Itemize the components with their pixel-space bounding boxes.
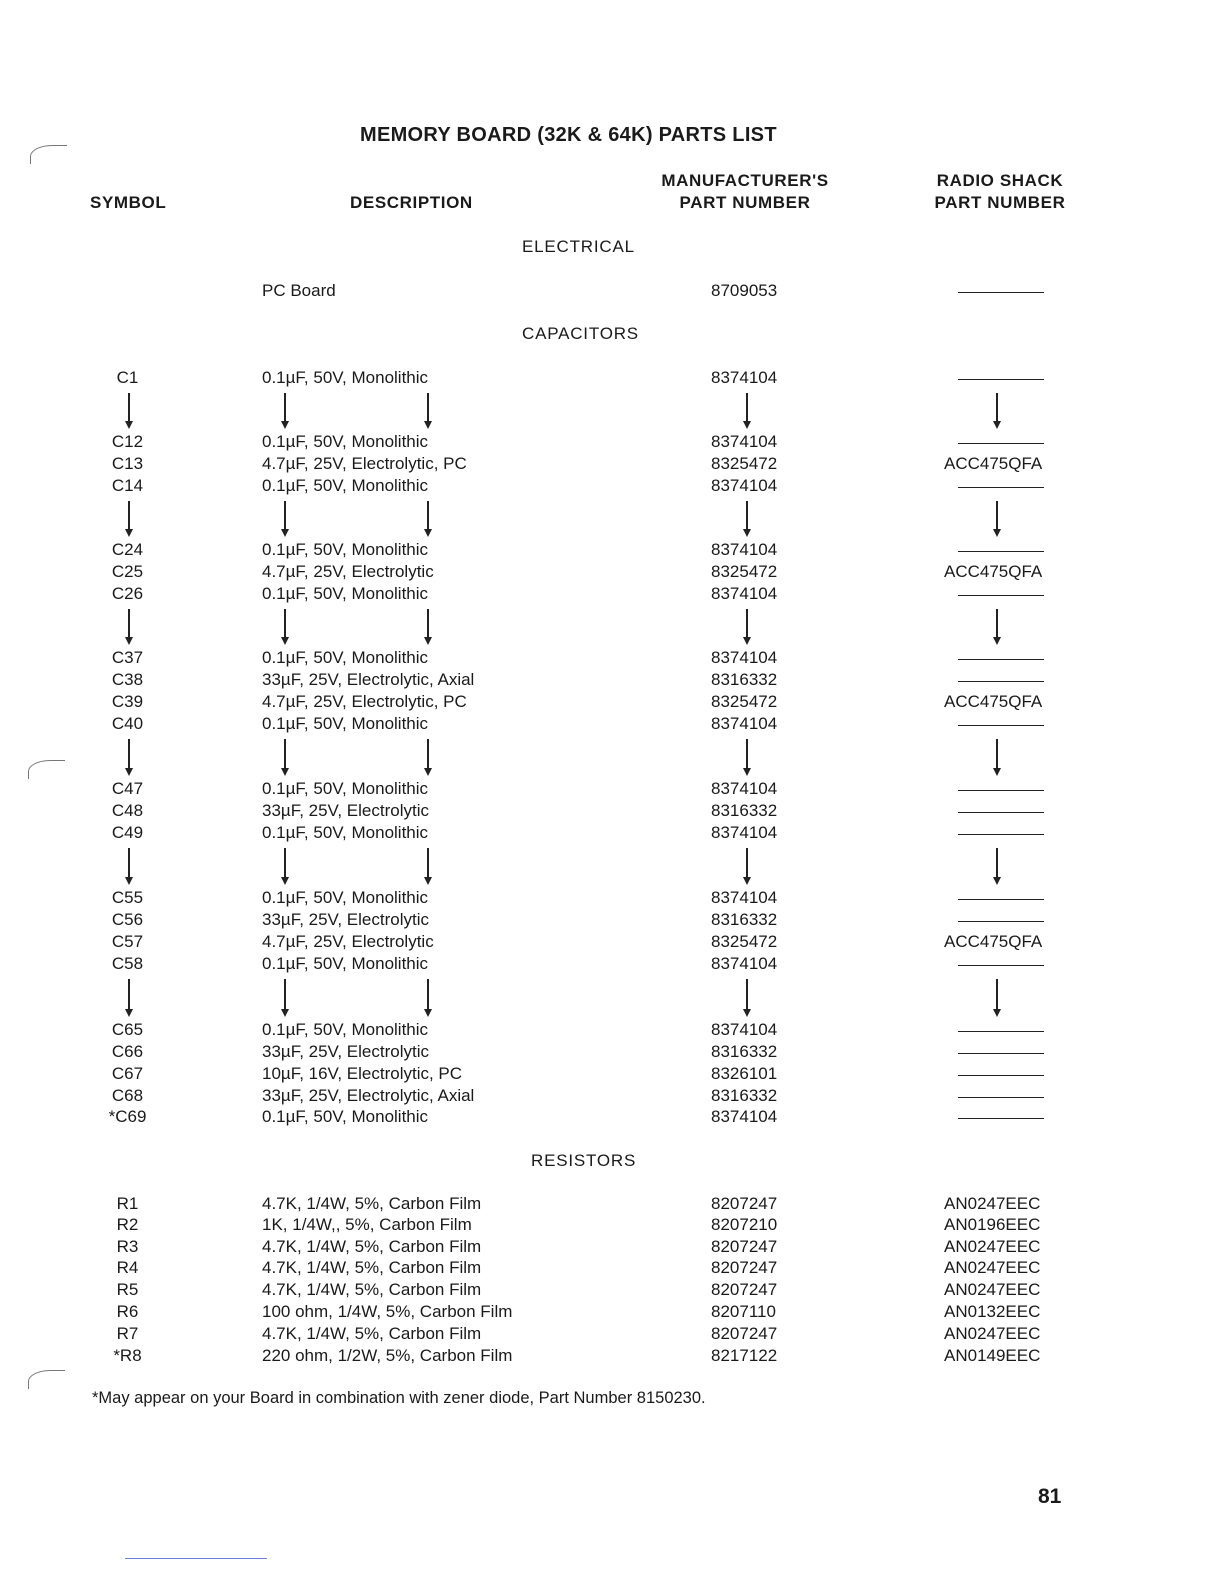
symbol-cell: C67 bbox=[111, 1064, 144, 1083]
symbol-cell: C66 bbox=[111, 1042, 144, 1061]
symbol-cell: R2 bbox=[116, 1215, 139, 1234]
symbol-cell: R7 bbox=[116, 1324, 139, 1343]
symbol-cell: C13 bbox=[111, 454, 144, 473]
mfr-part-number-cell: 8374104 bbox=[711, 432, 778, 451]
mfr-part-number-cell: 8316332 bbox=[711, 670, 778, 689]
radio-shack-part-number-cell: AN0247EEC bbox=[944, 1280, 1041, 1299]
radio-shack-part-number-cell: AN0196EEC bbox=[944, 1215, 1041, 1234]
mfr-part-number-cell: 8217122 bbox=[711, 1346, 778, 1365]
description-cell: 0.1µF, 50V, Monolithic bbox=[262, 954, 429, 973]
description-cell: 4.7µF, 25V, Electrolytic, PC bbox=[262, 692, 467, 711]
radio-shack-part-number-cell: AN0247EEC bbox=[944, 1324, 1041, 1343]
radio-shack-part-number-cell: AN0247EEC bbox=[944, 1237, 1041, 1256]
header-symbol: SYMBOL bbox=[90, 193, 167, 212]
mfr-part-number-cell: 8207247 bbox=[711, 1237, 778, 1256]
mfr-part-number-cell: 8374104 bbox=[711, 648, 778, 667]
mfr-part-number-cell: 8207247 bbox=[711, 1280, 778, 1299]
no-part-dash bbox=[958, 1118, 1044, 1119]
radio-shack-part-number-cell: ACC475QFA bbox=[944, 932, 1043, 951]
symbol-cell: C58 bbox=[111, 954, 144, 973]
description-cell: 0.1µF, 50V, Monolithic bbox=[262, 540, 429, 559]
no-part-dash bbox=[958, 1053, 1044, 1054]
radio-shack-part-number-cell: ACC475QFA bbox=[944, 562, 1043, 581]
symbol-cell: C12 bbox=[111, 432, 144, 451]
symbol-cell: C56 bbox=[111, 910, 144, 929]
down-arrow-icon bbox=[740, 393, 754, 429]
radio-shack-part-number-cell: AN0149EEC bbox=[944, 1346, 1041, 1365]
symbol-cell: R3 bbox=[116, 1237, 139, 1256]
down-arrow-icon bbox=[122, 501, 136, 537]
scan-underline bbox=[125, 1558, 267, 1559]
down-arrow-icon bbox=[421, 979, 435, 1017]
description-cell: 4.7K, 1/4W, 5%, Carbon Film bbox=[262, 1280, 482, 1299]
no-part-dash bbox=[958, 1031, 1044, 1032]
symbol-cell: *C69 bbox=[108, 1107, 147, 1126]
description-cell: 0.1µF, 50V, Monolithic bbox=[262, 714, 429, 733]
symbol-cell: C26 bbox=[111, 584, 144, 603]
mfr-part-number-cell: 8374104 bbox=[711, 1020, 778, 1039]
description-cell: 33µF, 25V, Electrolytic, Axial bbox=[262, 670, 475, 689]
radio-shack-part-number-cell: ACC475QFA bbox=[944, 454, 1043, 473]
no-part-dash bbox=[958, 965, 1044, 966]
mfr-part-number-cell: 8316332 bbox=[711, 1086, 778, 1105]
no-part-dash bbox=[958, 659, 1044, 660]
mfr-part-number-cell: 8207247 bbox=[711, 1324, 778, 1343]
down-arrow-icon bbox=[990, 848, 1004, 885]
description-cell: 4.7µF, 25V, Electrolytic bbox=[262, 932, 434, 951]
symbol-cell: C25 bbox=[111, 562, 144, 581]
down-arrow-icon bbox=[122, 739, 136, 776]
down-arrow-icon bbox=[278, 501, 292, 537]
description-cell: 4.7K, 1/4W, 5%, Carbon Film bbox=[262, 1324, 482, 1343]
down-arrow-icon bbox=[421, 848, 435, 885]
description-cell: 0.1µF, 50V, Monolithic bbox=[262, 823, 429, 842]
section-capacitors: CAPACITORS bbox=[522, 324, 639, 343]
mfr-part-number-cell: 8374104 bbox=[711, 888, 778, 907]
description-cell: 100 ohm, 1/4W, 5%, Carbon Film bbox=[262, 1302, 513, 1321]
mfr-part-number-cell: 8374104 bbox=[711, 368, 778, 387]
down-arrow-icon bbox=[421, 393, 435, 429]
down-arrow-icon bbox=[990, 979, 1004, 1017]
description-cell: 4.7µF, 25V, Electrolytic, PC bbox=[262, 454, 467, 473]
symbol-cell: C14 bbox=[111, 476, 144, 495]
down-arrow-icon bbox=[740, 501, 754, 537]
symbol-cell: C47 bbox=[111, 779, 144, 798]
mfr-part-number-cell: 8207110 bbox=[711, 1302, 776, 1321]
description-cell: 33µF, 25V, Electrolytic bbox=[262, 1042, 429, 1061]
down-arrow-icon bbox=[278, 393, 292, 429]
description-cell: 4.7K, 1/4W, 5%, Carbon Film bbox=[262, 1258, 482, 1277]
symbol-cell: C65 bbox=[111, 1020, 144, 1039]
scan-mark-1 bbox=[30, 145, 67, 164]
header-mfr-line2: PART NUMBER bbox=[679, 193, 811, 212]
radio-shack-part-number-cell: AN0247EEC bbox=[944, 1258, 1041, 1277]
down-arrow-icon bbox=[278, 739, 292, 776]
header-radio-shack-part-number bbox=[900, 170, 1100, 214]
symbol-cell: C55 bbox=[111, 888, 144, 907]
description-cell: 4.7K, 1/4W, 5%, Carbon Film bbox=[262, 1237, 482, 1256]
symbol-cell: C48 bbox=[111, 801, 144, 820]
symbol-cell: C1 bbox=[116, 368, 139, 387]
no-part-dash bbox=[958, 725, 1044, 726]
mfr-part-number-cell: 8316332 bbox=[711, 910, 778, 929]
scan-mark-3 bbox=[28, 1370, 65, 1389]
footnote: *May appear on your Board in combination with zener diode, Part Number 8150230. bbox=[92, 1389, 706, 1407]
down-arrow-icon bbox=[278, 848, 292, 885]
down-arrow-icon bbox=[740, 979, 754, 1017]
mfr-part-number-cell: 8326101 bbox=[711, 1064, 778, 1083]
symbol-cell: R4 bbox=[116, 1258, 139, 1277]
description-cell: PC Board bbox=[262, 281, 336, 300]
scan-mark-2 bbox=[28, 760, 65, 779]
description-cell: 33µF, 25V, Electrolytic bbox=[262, 801, 429, 820]
mfr-part-number-cell: 8325472 bbox=[711, 932, 778, 951]
description-cell: 0.1µF, 50V, Monolithic bbox=[262, 1107, 429, 1126]
description-cell: 33µF, 25V, Electrolytic bbox=[262, 910, 429, 929]
down-arrow-icon bbox=[740, 609, 754, 645]
mfr-part-number-cell: 8374104 bbox=[711, 954, 778, 973]
down-arrow-icon bbox=[990, 501, 1004, 537]
description-cell: 0.1µF, 50V, Monolithic bbox=[262, 1020, 429, 1039]
down-arrow-icon bbox=[990, 609, 1004, 645]
page-title: MEMORY BOARD (32K & 64K) PARTS LIST bbox=[360, 124, 777, 146]
description-cell: 1K, 1/4W,, 5%, Carbon Film bbox=[262, 1215, 472, 1234]
description-cell: 0.1µF, 50V, Monolithic bbox=[262, 584, 429, 603]
mfr-part-number-cell: 8207210 bbox=[711, 1215, 778, 1234]
symbol-cell: C68 bbox=[111, 1086, 144, 1105]
mfr-part-number-cell: 8316332 bbox=[711, 1042, 778, 1061]
mfr-part-number-cell: 8325472 bbox=[711, 562, 778, 581]
mfr-part-number-cell: 8374104 bbox=[711, 1107, 778, 1126]
header-rs-line1: RADIO SHACK bbox=[936, 171, 1064, 190]
down-arrow-icon bbox=[278, 979, 292, 1017]
down-arrow-icon bbox=[421, 739, 435, 776]
radio-shack-part-number-cell: AN0132EEC bbox=[944, 1302, 1041, 1321]
mfr-part-number-cell: 8374104 bbox=[711, 714, 778, 733]
description-cell: 0.1µF, 50V, Monolithic bbox=[262, 368, 429, 387]
no-part-dash bbox=[958, 487, 1044, 488]
symbol-cell: C38 bbox=[111, 670, 144, 689]
no-part-dash bbox=[958, 379, 1044, 380]
header-rs-line2: PART NUMBER bbox=[934, 193, 1066, 212]
radio-shack-part-number-cell: ACC475QFA bbox=[944, 692, 1043, 711]
symbol-cell: C57 bbox=[111, 932, 144, 951]
no-part-dash bbox=[958, 681, 1044, 682]
no-part-dash bbox=[958, 1097, 1044, 1098]
mfr-part-number-cell: 8207247 bbox=[711, 1258, 778, 1277]
no-part-dash bbox=[958, 443, 1044, 444]
down-arrow-icon bbox=[421, 609, 435, 645]
header-mfr-part-number bbox=[630, 170, 860, 214]
mfr-part-number-cell: 8374104 bbox=[711, 476, 778, 495]
symbol-cell: R6 bbox=[116, 1302, 139, 1321]
mfr-part-number-cell: 8325472 bbox=[711, 454, 778, 473]
mfr-part-number-cell: 8207247 bbox=[711, 1194, 778, 1213]
symbol-cell: C39 bbox=[111, 692, 144, 711]
mfr-part-number-cell: 8374104 bbox=[711, 584, 778, 603]
down-arrow-icon bbox=[122, 979, 136, 1017]
mfr-part-number-cell: 8325472 bbox=[711, 692, 778, 711]
no-part-dash bbox=[958, 899, 1044, 900]
description-cell: 0.1µF, 50V, Monolithic bbox=[262, 476, 429, 495]
mfr-part-number-cell: 8316332 bbox=[711, 801, 778, 820]
symbol-cell: C40 bbox=[111, 714, 144, 733]
symbol-cell: C37 bbox=[111, 648, 144, 667]
description-cell: 0.1µF, 50V, Monolithic bbox=[262, 779, 429, 798]
down-arrow-icon bbox=[740, 848, 754, 885]
mfr-part-number-cell: 8374104 bbox=[711, 823, 778, 842]
no-part-dash bbox=[958, 292, 1044, 293]
mfr-part-number-cell: 8374104 bbox=[711, 540, 778, 559]
description-cell: 33µF, 25V, Electrolytic, Axial bbox=[262, 1086, 475, 1105]
symbol-cell: C49 bbox=[111, 823, 144, 842]
no-part-dash bbox=[958, 1075, 1044, 1076]
description-cell: 220 ohm, 1/2W, 5%, Carbon Film bbox=[262, 1346, 513, 1365]
down-arrow-icon bbox=[740, 739, 754, 776]
section-electrical: ELECTRICAL bbox=[522, 237, 635, 256]
no-part-dash bbox=[958, 551, 1044, 552]
down-arrow-icon bbox=[122, 848, 136, 885]
no-part-dash bbox=[958, 834, 1044, 835]
radio-shack-part-number-cell: AN0247EEC bbox=[944, 1194, 1041, 1213]
mfr-part-number-cell: 8709053 bbox=[711, 281, 778, 300]
header-description: DESCRIPTION bbox=[350, 193, 473, 212]
no-part-dash bbox=[958, 790, 1044, 791]
symbol-cell: R5 bbox=[116, 1280, 139, 1299]
symbol-cell: R1 bbox=[116, 1194, 139, 1213]
header-mfr-line1: MANUFACTURER'S bbox=[661, 171, 829, 190]
description-cell: 4.7K, 1/4W, 5%, Carbon Film bbox=[262, 1194, 482, 1213]
down-arrow-icon bbox=[122, 393, 136, 429]
description-cell: 10µF, 16V, Electrolytic, PC bbox=[262, 1064, 463, 1083]
down-arrow-icon bbox=[278, 609, 292, 645]
down-arrow-icon bbox=[421, 501, 435, 537]
no-part-dash bbox=[958, 921, 1044, 922]
symbol-cell: C24 bbox=[111, 540, 144, 559]
mfr-part-number-cell: 8374104 bbox=[711, 779, 778, 798]
description-cell: 4.7µF, 25V, Electrolytic bbox=[262, 562, 434, 581]
description-cell: 0.1µF, 50V, Monolithic bbox=[262, 432, 429, 451]
down-arrow-icon bbox=[122, 609, 136, 645]
no-part-dash bbox=[958, 812, 1044, 813]
no-part-dash bbox=[958, 595, 1044, 596]
page-number: 81 bbox=[1038, 1485, 1062, 1508]
description-cell: 0.1µF, 50V, Monolithic bbox=[262, 888, 429, 907]
symbol-cell: *R8 bbox=[113, 1346, 142, 1365]
description-cell: 0.1µF, 50V, Monolithic bbox=[262, 648, 429, 667]
down-arrow-icon bbox=[990, 739, 1004, 776]
down-arrow-icon bbox=[990, 393, 1004, 429]
section-resistors: RESISTORS bbox=[531, 1151, 637, 1170]
